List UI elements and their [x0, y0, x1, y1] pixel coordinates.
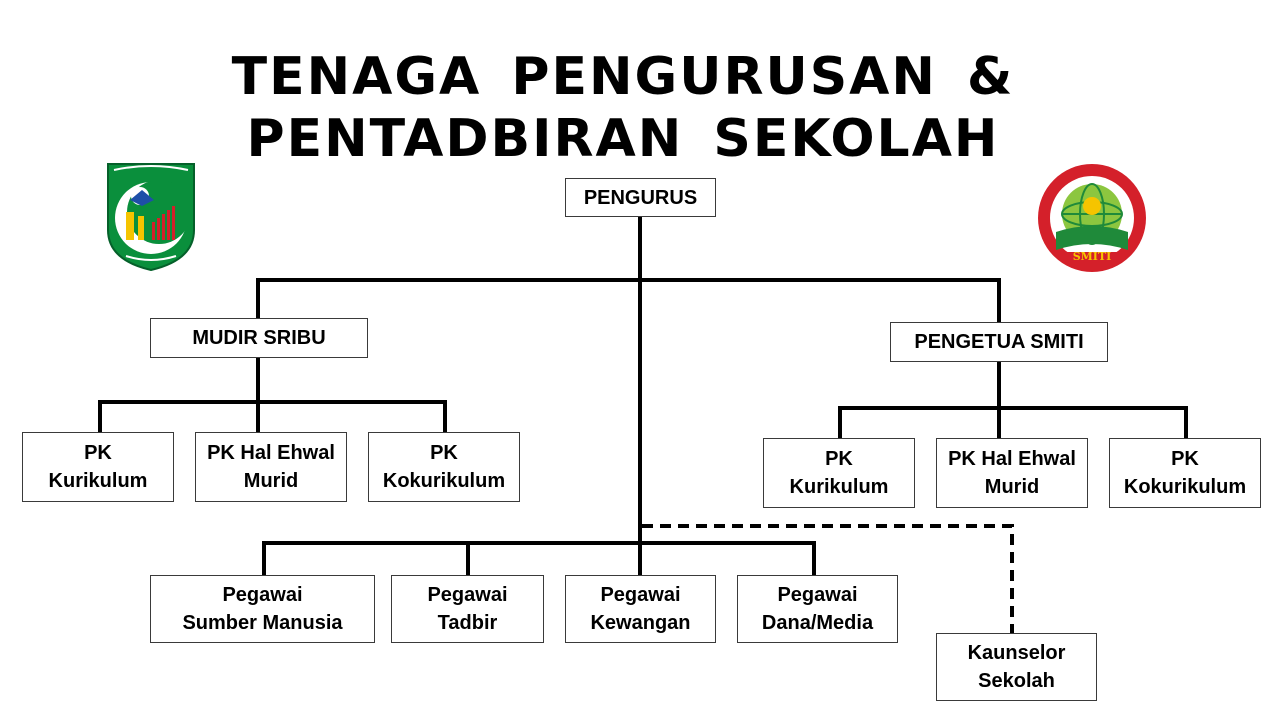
title-line-1: TENAGA PENGURUSAN &: [231, 47, 1015, 107]
node-kaunselor-sekolah: Kaunselor Sekolah: [936, 633, 1097, 701]
node-pegawai-kewangan: Pegawai Kewangan: [565, 575, 716, 643]
node-left-pk-hal-ehwal-murid: PK Hal Ehwal Murid: [195, 432, 347, 502]
smiti-logo-text: SMITI: [1072, 250, 1112, 263]
node-right-pk-hal-ehwal-murid: PK Hal Ehwal Murid: [936, 438, 1088, 508]
node-mudir-sribu: MUDIR SRIBU: [150, 318, 368, 358]
node-left-pk-kokurikulum: PK Kokurikulum: [368, 432, 520, 502]
node-left-pk-kurikulum: PK Kurikulum: [22, 432, 174, 502]
title-line-2: PENTADBIRAN SEKOLAH: [246, 109, 1000, 169]
node-pegawai-dana-media: Pegawai Dana/Media: [737, 575, 898, 643]
node-pengurus: PENGURUS: [565, 178, 716, 217]
node-pengetua-smiti: PENGETUA SMITI: [890, 322, 1108, 362]
node-pegawai-tadbir: Pegawai Tadbir: [391, 575, 544, 643]
node-right-pk-kurikulum: PK Kurikulum: [763, 438, 915, 508]
node-right-pk-kokurikulum: PK Kokurikulum: [1109, 438, 1261, 508]
node-pegawai-sumber-manusia: Pegawai Sumber Manusia: [150, 575, 375, 643]
